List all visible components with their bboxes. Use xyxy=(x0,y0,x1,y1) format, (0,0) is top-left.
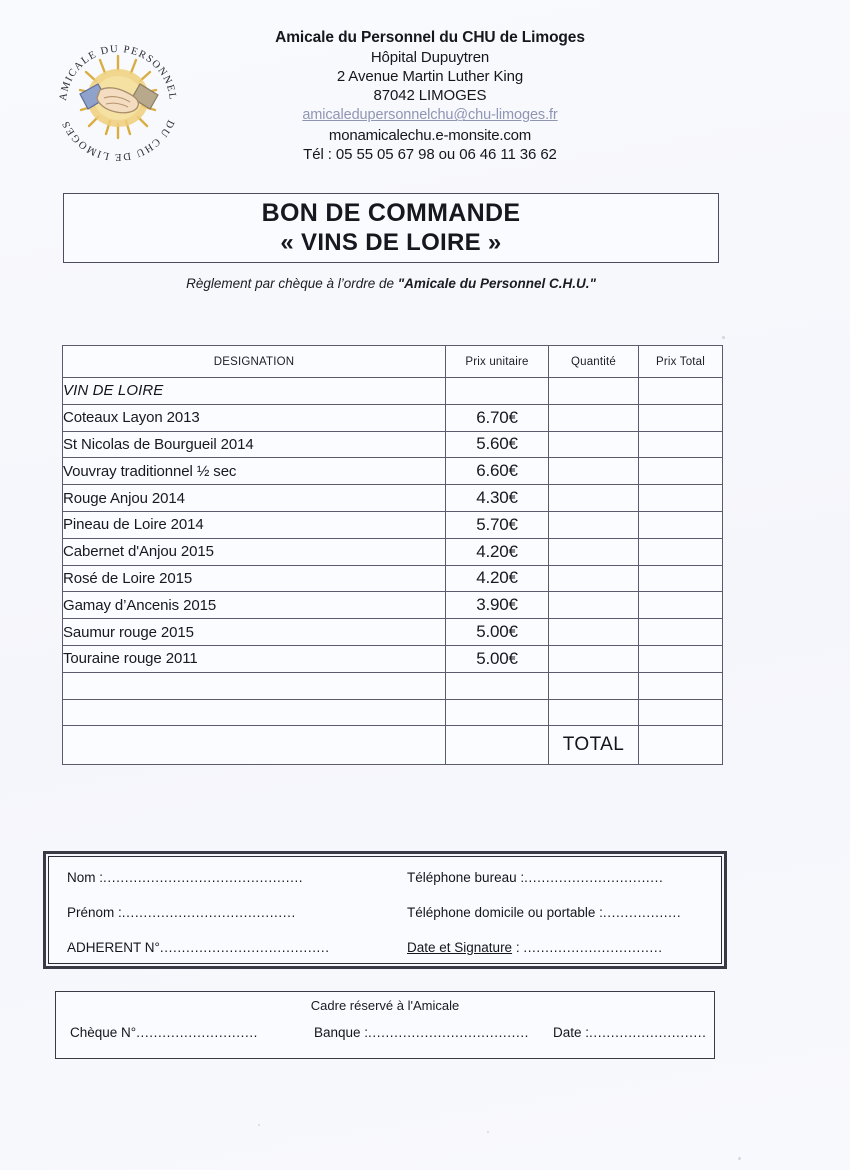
scan-speck xyxy=(722,336,725,339)
payment-instruction xyxy=(63,276,719,291)
amicale-reserved-box xyxy=(55,991,715,1059)
adherent-label: ADHERENT N° xyxy=(67,939,160,955)
payment-payee: "Amicale du Personnel C.H.U." xyxy=(397,276,596,291)
table-header-row xyxy=(63,346,723,378)
table-total-row xyxy=(63,726,723,765)
cell-blank-quantity[interactable] xyxy=(549,699,639,726)
total-spacer-price xyxy=(446,726,549,765)
amicale-box-title: Cadre réservé à l'Amicale xyxy=(310,998,460,1013)
cell-quantity[interactable] xyxy=(549,619,639,646)
website-link[interactable]: monamicalechu.e-monsite.com xyxy=(328,126,532,144)
group-total-cell[interactable] xyxy=(639,378,723,405)
group-quantity-cell[interactable] xyxy=(549,378,639,405)
cell-designation: Vouvray traditionnel ½ sec xyxy=(63,458,446,485)
nom-label: Nom : xyxy=(67,869,104,885)
telephone-bureau-label: Téléphone bureau : xyxy=(407,869,525,885)
cell-designation: Saumur rouge 2015 xyxy=(63,619,446,646)
cell-designation: St Nicolas de Bourgueil 2014 xyxy=(63,431,446,458)
cell-designation: Rouge Anjou 2014 xyxy=(63,485,446,512)
cheque-number-field[interactable] xyxy=(70,1025,258,1040)
telephone-domicile-field[interactable] xyxy=(407,905,681,920)
customer-details-box xyxy=(48,856,722,964)
cell-quantity[interactable] xyxy=(549,458,639,485)
total-label: TOTAL xyxy=(549,726,639,765)
customer-row-nom xyxy=(49,859,721,895)
cheque-label: Chèque N° xyxy=(70,1025,137,1040)
cell-designation: Gamay d’Ancenis 2015 xyxy=(63,592,446,619)
street-address: 2 Avenue Martin Luther King xyxy=(336,68,524,86)
nom-dots: .............................................. xyxy=(103,869,304,885)
letterhead xyxy=(0,12,850,177)
page-title: BON DE COMMANDE xyxy=(261,199,521,228)
logo-arc-top-text: AMICALE DU PERSONNEL xyxy=(57,43,178,102)
date-signature-label: Date et Signature xyxy=(407,939,513,955)
cell-quantity[interactable] xyxy=(549,645,639,672)
cell-unit-price: 6.60€ xyxy=(446,458,549,485)
prenom-dots: ........................................ xyxy=(121,904,296,920)
cell-total-price[interactable] xyxy=(639,458,723,485)
cell-quantity[interactable] xyxy=(549,431,639,458)
cell-quantity[interactable] xyxy=(549,538,639,565)
amicale-date-dots: ........................... xyxy=(589,1025,707,1040)
document-title-box xyxy=(63,193,719,263)
payment-instruction-prefix: Règlement par chèque à l’ordre de xyxy=(186,276,398,291)
customer-row-prenom xyxy=(49,894,721,930)
table-row xyxy=(63,538,723,565)
table-row xyxy=(63,431,723,458)
logo-arc-bottom-text: DU CHU DE LIMOGES xyxy=(60,118,176,163)
cell-quantity[interactable] xyxy=(549,511,639,538)
cell-total-price[interactable] xyxy=(639,511,723,538)
banque-dots: ..................................... xyxy=(368,1025,530,1040)
date-signature-field[interactable] xyxy=(407,940,663,955)
banque-field[interactable] xyxy=(314,1025,529,1040)
cell-total-price[interactable] xyxy=(639,619,723,646)
cell-blank-total-price[interactable] xyxy=(639,699,723,726)
amicale-logo xyxy=(42,22,194,174)
telephone-domicile-label: Téléphone domicile ou portable : xyxy=(407,904,603,920)
amicale-date-label: Date : xyxy=(553,1025,590,1040)
cell-total-price[interactable] xyxy=(639,565,723,592)
cell-blank-total-price[interactable] xyxy=(639,672,723,699)
cell-quantity[interactable] xyxy=(549,485,639,512)
table-row xyxy=(63,404,723,431)
table-row xyxy=(63,645,723,672)
table-blank-row xyxy=(63,699,723,726)
cell-blank-designation[interactable] xyxy=(63,672,446,699)
cell-designation: Pineau de Loire 2014 xyxy=(63,511,446,538)
table-row xyxy=(63,592,723,619)
telephone-bureau-dots: ................................ xyxy=(524,869,664,885)
cell-unit-price: 3.90€ xyxy=(446,592,549,619)
telephone-domicile-dots: .................. xyxy=(602,904,682,920)
cell-unit-price: 4.30€ xyxy=(446,485,549,512)
customer-row-adherent xyxy=(49,929,721,965)
phone-numbers: Tél : 05 55 05 67 98 ou 06 46 11 36 62 xyxy=(303,146,557,164)
table-blank-row xyxy=(63,672,723,699)
cell-quantity[interactable] xyxy=(549,592,639,619)
header-total-price: Prix Total xyxy=(639,346,723,378)
cell-blank-designation[interactable] xyxy=(63,699,446,726)
cell-blank-unit-price[interactable] xyxy=(446,672,549,699)
cell-unit-price: 4.20€ xyxy=(446,565,549,592)
cheque-dots: ............................ xyxy=(136,1025,259,1040)
cell-total-price[interactable] xyxy=(639,645,723,672)
table-row xyxy=(63,619,723,646)
organization-address-block xyxy=(195,28,665,164)
cell-blank-quantity[interactable] xyxy=(549,672,639,699)
adherent-dots: ....................................... xyxy=(159,939,330,955)
hospital-name: Hôpital Dupuytren xyxy=(370,48,490,66)
scan-speck xyxy=(738,1157,741,1160)
total-value-cell[interactable] xyxy=(639,726,723,765)
date-signature-separator: : xyxy=(512,939,524,955)
cell-total-price[interactable] xyxy=(639,592,723,619)
table-row xyxy=(63,511,723,538)
prenom-field[interactable] xyxy=(67,905,296,920)
header-quantity: Quantité xyxy=(549,346,639,378)
postal-code-city: 87042 LIMOGES xyxy=(373,87,487,105)
table-row xyxy=(63,565,723,592)
amicale-date-field[interactable] xyxy=(553,1025,707,1040)
organization-name: Amicale du Personnel du CHU de Limoges xyxy=(275,29,585,46)
prenom-label: Prénom : xyxy=(67,904,122,920)
cell-unit-price: 5.70€ xyxy=(446,511,549,538)
cell-blank-unit-price[interactable] xyxy=(446,699,549,726)
cell-designation: Rosé de Loire 2015 xyxy=(63,565,446,592)
group-label: VIN DE LOIRE xyxy=(63,378,446,405)
adherent-number-field[interactable] xyxy=(67,940,330,955)
telephone-bureau-field[interactable] xyxy=(407,870,663,885)
table-row xyxy=(63,458,723,485)
cell-designation: Coteaux Layon 2013 xyxy=(63,404,446,431)
order-table xyxy=(62,345,723,765)
group-unit-price-cell[interactable] xyxy=(446,378,549,405)
scan-speck xyxy=(258,1124,260,1126)
scan-speck xyxy=(487,1131,489,1133)
header-unit-price: Prix unitaire xyxy=(446,346,549,378)
cell-designation: Touraine rouge 2011 xyxy=(63,645,446,672)
email-link[interactable]: amicaledupersonnelchu@chu-limoges.fr xyxy=(302,107,558,124)
cell-total-price[interactable] xyxy=(639,485,723,512)
banque-label: Banque : xyxy=(314,1025,369,1040)
table-row xyxy=(63,485,723,512)
cell-total-price[interactable] xyxy=(639,538,723,565)
total-spacer-designation xyxy=(63,726,446,765)
page-subtitle: « VINS DE LOIRE » xyxy=(280,228,502,256)
cell-total-price[interactable] xyxy=(639,404,723,431)
cell-unit-price: 5.00€ xyxy=(446,645,549,672)
cell-unit-price: 4.20€ xyxy=(446,538,549,565)
cell-quantity[interactable] xyxy=(549,565,639,592)
table-group-row xyxy=(63,378,723,405)
cell-designation: Cabernet d'Anjou 2015 xyxy=(63,538,446,565)
cell-unit-price: 5.00€ xyxy=(446,619,549,646)
cell-unit-price: 6.70€ xyxy=(446,404,549,431)
header-designation: DESIGNATION xyxy=(63,346,446,378)
cell-total-price[interactable] xyxy=(639,431,723,458)
amicale-fields-row xyxy=(56,1025,714,1049)
cell-quantity[interactable] xyxy=(549,404,639,431)
date-signature-dots: ................................ xyxy=(523,939,663,955)
cell-unit-price: 5.60€ xyxy=(446,431,549,458)
nom-field[interactable] xyxy=(67,870,303,885)
